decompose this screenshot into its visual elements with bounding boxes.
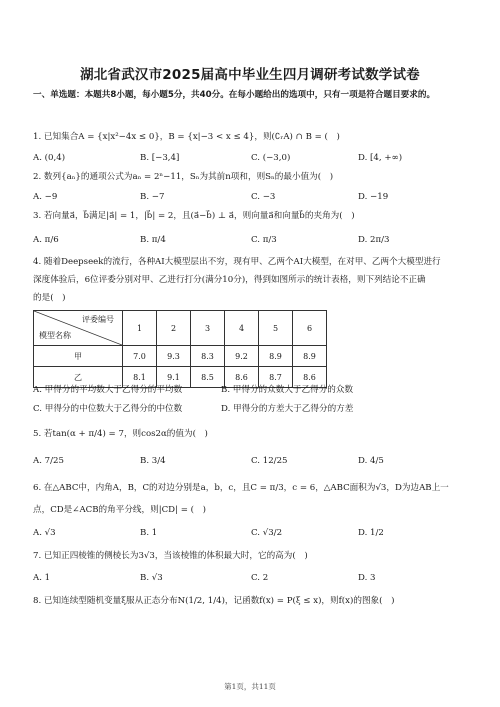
page-footer: 第1页，共11页 (224, 682, 276, 691)
q7-option-d: D. 3 (358, 573, 376, 583)
q5-option-b: B. 3/4 (140, 456, 166, 466)
q2-option-b: B. −7 (140, 192, 165, 202)
q2-option-c: C. −3 (251, 192, 276, 202)
question-4-line-3: 的是( ) (33, 293, 66, 303)
score-table (33, 310, 327, 388)
q4-option-c: C. 甲得分的中位数大于乙得分的中位数 (33, 404, 183, 414)
page-title: 湖北省武汉市2025届高中毕业生四月调研考试数学试卷 (80, 67, 420, 83)
question-6-line-1: 6. 在△ABC中，内角A，B，C的对边分别是a，b，c，且C = π/3，c = 6，△ABC面积为√3，D为边AB上一 (33, 483, 449, 493)
question-2-stem: 2. 数列{aₙ}的通项公式为aₙ = 2ⁿ−11，Sₙ为其前n项和，则Sₙ的最小值为( ) (33, 172, 334, 182)
q7-option-a: A. 1 (33, 573, 51, 583)
q6-option-c: C. √3/2 (251, 528, 283, 538)
q5-option-c: C. 12/25 (251, 456, 288, 466)
q4-option-b: B. 甲得分的众数大于乙得分的众数 (221, 385, 354, 395)
table-corner-cell (34, 311, 123, 346)
q4-option-d: D. 甲得分的方差大于乙得分的方差 (221, 404, 354, 414)
table-header-cell: 4 (225, 311, 259, 346)
question-4-line-1: 4. 随着Deepseek的流行，各种AI大模型层出不穷，现有甲、乙两个AI大模型，在对甲、乙两个大模型进行 (33, 257, 441, 267)
question-6-line-2: 点，CD是∠ACB的角平分线，则|CD| = ( ) (33, 505, 206, 515)
q7-option-b: B. √3 (140, 573, 163, 583)
table-header-cell: 3 (191, 311, 225, 346)
table-cell: 8.5 (191, 367, 225, 388)
question-7-stem: 7. 已知正四棱锥的侧棱长为3√3，当该棱锥的体积最大时，它的高为( ) (33, 551, 308, 561)
table-cell: 8.1 (123, 367, 157, 388)
table-cell: 7.0 (123, 346, 157, 367)
table-cell: 9.1 (157, 367, 191, 388)
question-8-stem: 8. 已知连续型随机变量ξ服从正态分布N(1/2, 1/4)，记函数f(x) = P(ξ ≤ x)，则f(x)的图象( ) (33, 596, 395, 606)
question-1-stem: 1. 已知集合A = {x|x²−4x ≤ 0}，B = {x|−3 < x ≤ 4}，则(∁ᵣA) ∩ B = ( ) (33, 132, 340, 142)
q1-option-a: A. (0,4) (33, 153, 66, 163)
question-4-line-2: 深度体验后，6位评委分别对甲、乙进行打分(满分10分)，得到如图所示的统计表格，则下列结论不正确 (33, 275, 426, 285)
q5-option-a: A. 7/25 (33, 456, 64, 466)
table-header-cell: 6 (293, 311, 327, 346)
corner-label-judge: 评委编号 (82, 315, 114, 324)
table-cell: 8.9 (259, 346, 293, 367)
section-heading: 一、单选题：本题共8小题，每小题5分，共40分。在每小题给出的选项中，只有一项是符合题目要求的。 (33, 90, 436, 100)
question-5-stem: 5. 若tan(α + π/4) = 7，则cos2α的值为( ) (33, 429, 208, 439)
table-cell: 8.3 (191, 346, 225, 367)
table-cell: 8.6 (225, 367, 259, 388)
table-cell: 8.6 (293, 367, 327, 388)
q1-option-c: C. (−3,0) (251, 153, 291, 163)
q6-option-d: D. 1/2 (358, 528, 384, 538)
table-row (34, 346, 327, 367)
table-header-row (34, 311, 327, 346)
table-cell: 8.9 (293, 346, 327, 367)
table-header-cell: 2 (157, 311, 191, 346)
question-3-stem: 3. 若向量a⃗，b⃗满足|a⃗| = 1，|b⃗| = 2，且(a⃗−b⃗) ⊥ a⃗，则向量a⃗和向量b⃗的夹角为( ) (33, 211, 355, 221)
table-header-cell: 5 (259, 311, 293, 346)
corner-label-model: 模型名称 (39, 331, 71, 340)
row-label: 乙 (34, 367, 123, 388)
q6-option-b: B. 1 (140, 528, 158, 538)
q3-option-a: A. π/6 (33, 235, 59, 245)
q3-option-b: B. π/4 (140, 235, 166, 245)
q3-option-c: C. π/3 (251, 235, 277, 245)
q3-option-d: D. 2π/3 (358, 235, 390, 245)
table-cell: 8.7 (259, 367, 293, 388)
table-cell: 9.2 (225, 346, 259, 367)
q1-option-b: B. [−3,4] (140, 153, 180, 163)
q2-option-d: D. −19 (358, 192, 389, 202)
table-header-cell: 1 (123, 311, 157, 346)
table-cell: 9.3 (157, 346, 191, 367)
q4-option-a: A. 甲得分的平均数大于乙得分的平均数 (33, 385, 183, 395)
row-label: 甲 (34, 346, 123, 367)
q5-option-d: D. 4/5 (358, 456, 384, 466)
q2-option-a: A. −9 (33, 192, 58, 202)
q1-option-d: D. [4, +∞) (358, 153, 403, 163)
q6-option-a: A. √3 (33, 528, 56, 538)
q7-option-c: C. 2 (251, 573, 269, 583)
